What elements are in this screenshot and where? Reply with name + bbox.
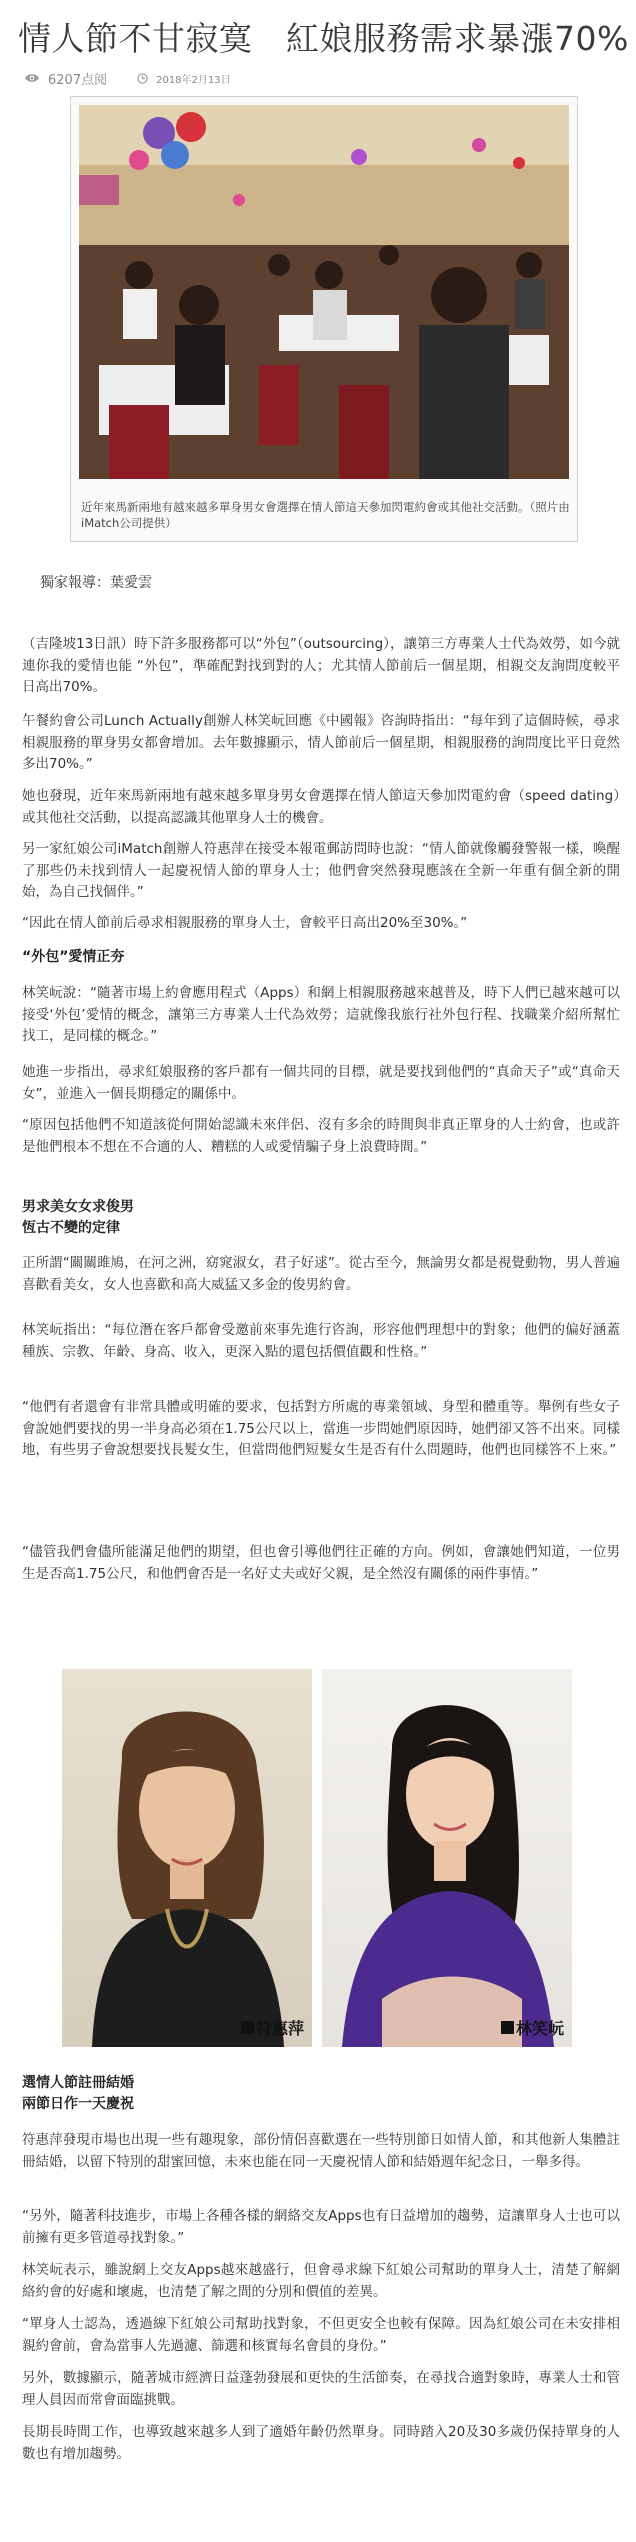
portrait-illustration xyxy=(62,1669,312,2047)
publish-date: 2018年2月13日 xyxy=(156,74,231,86)
paragraph: （吉隆坡13日訊）時下許多服務都可以“外包”（outsourcing），讓第三方專業人士代為效勞，如今就連你我的愛情也能 “外包”，準確配對找到對的人；尤其情人節前后一個星期，相親交友詢問度較平日高出70%。 xyxy=(22,636,620,695)
subheading: 兩節日作一天慶祝 xyxy=(22,2096,134,2112)
subheading: 男求美女女求俊男 xyxy=(22,1199,134,1215)
paragraph: 她也發現，近年來馬新兩地有越來越多單身男女會選擇在情人節這天參加閃電約會（speed dating）或其他社交活動，以提高認識其他單身人士的機會。 xyxy=(22,788,620,826)
square-marker-icon xyxy=(501,2021,514,2034)
paragraph: “他們有者還會有非常具體或明確的要求，包括對方所處的專業領域、身型和體重等。舉例有些女子會說她們要找的男一半身高必須在1.75公尺以上，當進一步問她們原因時，她們卻又答不出來。同樣地，有些男子會說想要找長髮女生，但當問他們短髮女生是否有什么問題時，他們也同樣答不上來。” xyxy=(22,1399,620,1458)
subheading: 恆古不變的定律 xyxy=(22,1220,120,1236)
paragraph: 林笑岏指出：“每位潛在客戶都會受邀前來事先進行咨詢，形容他們理想中的對象；他們的偏好涵蓋種族、宗教、年齡、身高、收入，更深入點的還包括價值觀和性格。” xyxy=(22,1322,620,1360)
paragraph: 長期長時間工作，也導致越來越多人到了適婚年齡仍然單身。同時踏入20及30多歲仍保持單身的人數也有增加趨勢。 xyxy=(22,2424,620,2462)
clock-icon xyxy=(137,73,148,84)
byline: 獨家報導：葉愛雲 xyxy=(40,575,152,591)
paragraph: 另一家紅娘公司iMatch創辦人符惠萍在接受本報電郵訪問時也說：“情人節就像觸發警報一樣，喚醒了那些仍未找到情人一起慶祝情人節的單身人士；他們會突然發現應該在全新一年重有個全新的開始，為自己找個伴。” xyxy=(22,841,620,900)
event-hall-illustration xyxy=(79,105,569,479)
speed-dating-photo xyxy=(79,105,569,479)
paragraph: 正所謂“關關雎鳩，在河之洲，窈窕淑女，君子好逑”。從古至今，無論男女都是視覺動物，男人普遍喜歡看美女，女人也喜歡和高大威猛又多金的俊男約會。 xyxy=(22,1255,620,1293)
subheading: 選情人節註冊結婚 xyxy=(22,2075,134,2091)
subheading: “外包”愛情正夯 xyxy=(22,949,125,965)
paragraph: 另外，數據顯示，隨著城市經濟日益蓬勃發展和更快的生活節奏，在尋找合適對象時，專業人士和管理人員因而常會面臨挑戰。 xyxy=(22,2370,620,2408)
paragraph: 林笑岏表示，雖說網上交友Apps越來越盛行，但會尋求線下紅娘公司幫助的單身人士，清楚了解網絡約會的好處和壞處，也清楚了解之間的分別和價值的差異。 xyxy=(22,2262,620,2300)
eye-icon xyxy=(24,73,40,83)
square-marker-icon xyxy=(241,2021,254,2034)
portrait-name-label: 符惠萍 xyxy=(241,2016,304,2039)
paragraph: 午餐約會公司Lunch Actually創辦人林笑岏回應《中國報》咨詢時指出：“每年到了這個時候，尋求相親服務的單身男女都會增加。去年數據顯示，情人節前后一個星期，相親服務的詢問度比平日竟然多出70%。” xyxy=(22,713,620,772)
paragraph: 她進一步指出，尋求紅娘服務的客戶都有一個共同的目標，就是要找到他們的“真命天子”或“真命天女”，並進入一個長期穩定的關係中。 xyxy=(22,1064,620,1102)
photo-figure xyxy=(70,96,578,542)
portrait-lin-xiaowan xyxy=(322,1669,572,2047)
paragraph: “儘管我們會儘所能滿足他們的期望，但也會引導他們往正確的方向。例如，會讓她們知道，一位男生是否高1.75公尺，和他們會否是一名好丈夫或好父親，是全然沒有關係的兩件事情。” xyxy=(22,1544,620,1582)
portrait-fu-huiping xyxy=(62,1669,312,2047)
portrait-photos xyxy=(62,1669,572,2047)
view-count: 6207点阅 xyxy=(48,72,108,88)
paragraph: “因此在情人節前后尋求相親服務的單身人士，會較平日高出20%至30%。” xyxy=(22,915,468,931)
paragraph: 林笑岏說：“隨著市場上約會應用程式（Apps）和網上相親服務越來越普及，時下人們已越來越可以接受‘外包’愛情的概念，讓第三方專業人士代為效勞；這就像我旅行社外包行程、找職業介紹所幫忙找工，是同樣的概念。” xyxy=(22,985,620,1044)
portrait-illustration xyxy=(322,1669,572,2047)
paragraph: “單身人士認為，透過線下紅娘公司幫助找對象，不但更安全也較有保障。因為紅娘公司在未安排相親約會前，會為當事人先過濾、篩選和核實每名會員的身份。” xyxy=(22,2316,620,2354)
photo-caption: 近年來馬新兩地有越來越多單身男女會選擇在情人節這天參加閃電約會或其他社交活動。（照片由iMatch公司提供） xyxy=(81,500,570,530)
portrait-name-label: 林笑岏 xyxy=(501,2016,564,2039)
paragraph: “另外，隨著科技進步，市場上各種各樣的網絡交友Apps也有日益增加的趨勢，這讓單身人士也可以前擁有更多管道尋找對象。” xyxy=(22,2208,620,2246)
article-meta xyxy=(24,68,231,88)
article-title: 情人節不甘寂寞 紅娘服務需求暴漲70% xyxy=(18,19,629,58)
paragraph: 符惠萍發現市場也出現一些有趣現象，部份情侶喜歡選在一些特別節日如情人節，和其他新人集體註冊結婚，以留下特別的甜蜜回憶，未來也能在同一天慶祝情人節和結婚週年紀念日，一舉多得。 xyxy=(22,2132,620,2170)
paragraph: “原因包括他們不知道該從何開始認識未來伴侶、沒有多余的時間與非真正單身的人士約會，也或許是他們根本不想在不合適的人、糟糕的人或愛情騙子身上浪費時間。” xyxy=(22,1117,620,1155)
